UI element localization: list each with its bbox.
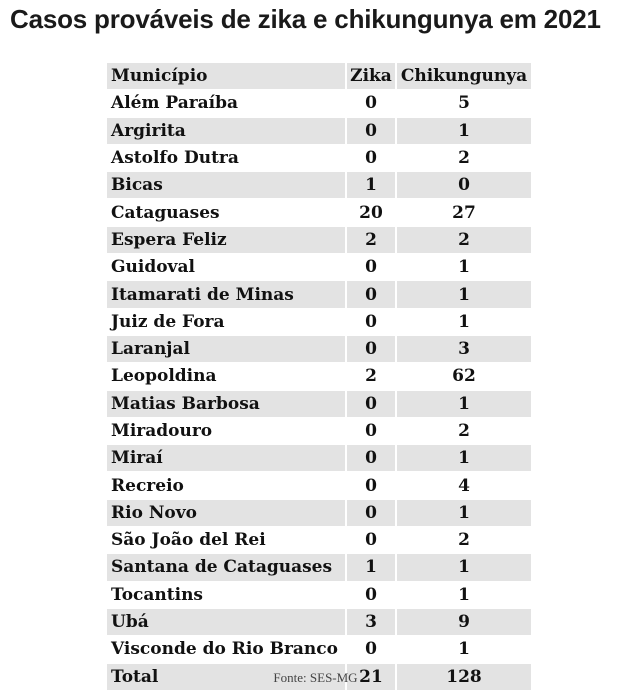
zika-cell: 0 bbox=[345, 281, 395, 308]
chikungunya-cell: 3 bbox=[395, 336, 531, 363]
municipio-cell: Espera Feliz bbox=[107, 227, 345, 254]
chikungunya-cell: 1 bbox=[395, 391, 531, 418]
municipio-cell: Rio Novo bbox=[107, 500, 345, 527]
chikungunya-cell: 2 bbox=[395, 418, 531, 445]
zika-cell: 0 bbox=[345, 582, 395, 609]
zika-cell: 1 bbox=[345, 172, 395, 199]
zika-cell: 0 bbox=[345, 527, 395, 554]
table-row bbox=[107, 145, 531, 172]
zika-cell: 2 bbox=[345, 227, 395, 254]
zika-cell: 0 bbox=[345, 254, 395, 281]
table-row bbox=[107, 445, 531, 472]
zika-cell: 0 bbox=[345, 336, 395, 363]
zika-cell: 0 bbox=[345, 472, 395, 499]
table-row bbox=[107, 527, 531, 554]
chikungunya-cell: 0 bbox=[395, 172, 531, 199]
chikungunya-cell: 1 bbox=[395, 281, 531, 308]
municipio-cell: Itamarati de Minas bbox=[107, 281, 345, 308]
chikungunya-cell: 1 bbox=[395, 636, 531, 663]
municipio-cell: Juiz de Fora bbox=[107, 309, 345, 336]
zika-cell: 0 bbox=[345, 309, 395, 336]
municipio-cell: Argirita bbox=[107, 118, 345, 145]
chikungunya-cell: 9 bbox=[395, 609, 531, 636]
cases-table bbox=[107, 63, 531, 691]
table-row bbox=[107, 227, 531, 254]
chikungunya-cell: 4 bbox=[395, 472, 531, 499]
table-row bbox=[107, 554, 531, 581]
chikungunya-cell: 1 bbox=[395, 309, 531, 336]
municipio-cell: Bicas bbox=[107, 172, 345, 199]
municipio-cell: Matias Barbosa bbox=[107, 391, 345, 418]
table-row bbox=[107, 472, 531, 499]
municipio-cell: Miradouro bbox=[107, 418, 345, 445]
municipio-cell: Laranjal bbox=[107, 336, 345, 363]
zika-cell: 0 bbox=[345, 500, 395, 527]
municipio-cell: Cataguases bbox=[107, 199, 345, 226]
municipio-cell: Astolfo Dutra bbox=[107, 145, 345, 172]
zika-cell: 3 bbox=[345, 609, 395, 636]
zika-cell: 0 bbox=[345, 145, 395, 172]
table-row bbox=[107, 336, 531, 363]
table-header-row bbox=[107, 63, 531, 90]
chikungunya-cell: 1 bbox=[395, 554, 531, 581]
table-row bbox=[107, 254, 531, 281]
page-title: Casos prováveis de zika e chikungunya em 2021 bbox=[10, 4, 601, 34]
chikungunya-cell: 1 bbox=[395, 254, 531, 281]
table-row bbox=[107, 500, 531, 527]
cases-table-body bbox=[107, 63, 531, 691]
table-row bbox=[107, 118, 531, 145]
table-row bbox=[107, 636, 531, 663]
municipio-cell: Tocantins bbox=[107, 582, 345, 609]
zika-cell: 0 bbox=[345, 445, 395, 472]
zika-cell: 20 bbox=[345, 199, 395, 226]
source-note: Fonte: SES-MG bbox=[273, 670, 358, 685]
municipio-cell: Guidoval bbox=[107, 254, 345, 281]
table-row bbox=[107, 309, 531, 336]
table-row bbox=[107, 90, 531, 117]
chikungunya-cell: 2 bbox=[395, 227, 531, 254]
chikungunya-cell: 128 bbox=[395, 664, 531, 691]
chikungunya-cell: 27 bbox=[395, 199, 531, 226]
table-row bbox=[107, 172, 531, 199]
chikungunya-cell: 2 bbox=[395, 527, 531, 554]
table-row bbox=[107, 199, 531, 226]
zika-cell: 0 bbox=[345, 118, 395, 145]
zika-cell: 21 bbox=[345, 664, 395, 691]
chikungunya-cell: 62 bbox=[395, 363, 531, 390]
municipio-cell: São João del Rei bbox=[107, 527, 345, 554]
zika-cell: 0 bbox=[345, 636, 395, 663]
zika-cell: 0 bbox=[345, 391, 395, 418]
municipio-cell: Ubá bbox=[107, 609, 345, 636]
table-row bbox=[107, 391, 531, 418]
municipio-cell: Miraí bbox=[107, 445, 345, 472]
zika-cell: 0 bbox=[345, 90, 395, 117]
table-row bbox=[107, 281, 531, 308]
header-chikungunya: Chikungunya bbox=[395, 63, 531, 90]
chikungunya-cell: 1 bbox=[395, 118, 531, 145]
zika-cell: 1 bbox=[345, 554, 395, 581]
table-row bbox=[107, 363, 531, 390]
municipio-cell: Total bbox=[107, 664, 345, 691]
chikungunya-cell: 2 bbox=[395, 145, 531, 172]
zika-cell: 2 bbox=[345, 363, 395, 390]
table-row bbox=[107, 418, 531, 445]
municipio-cell: Santana de Cataguases bbox=[107, 554, 345, 581]
chikungunya-cell: 5 bbox=[395, 90, 531, 117]
municipio-cell: Além Paraíba bbox=[107, 90, 345, 117]
municipio-cell: Recreio bbox=[107, 472, 345, 499]
header-municipio: Município bbox=[107, 63, 345, 90]
header-zika: Zika bbox=[345, 63, 395, 90]
zika-cell: 0 bbox=[345, 418, 395, 445]
chikungunya-cell: 1 bbox=[395, 445, 531, 472]
chikungunya-cell: 1 bbox=[395, 582, 531, 609]
table-row bbox=[107, 582, 531, 609]
chikungunya-cell: 1 bbox=[395, 500, 531, 527]
municipio-cell: Visconde do Rio Branco bbox=[107, 636, 345, 663]
table-row bbox=[107, 609, 531, 636]
municipio-cell: Leopoldina bbox=[107, 363, 345, 390]
